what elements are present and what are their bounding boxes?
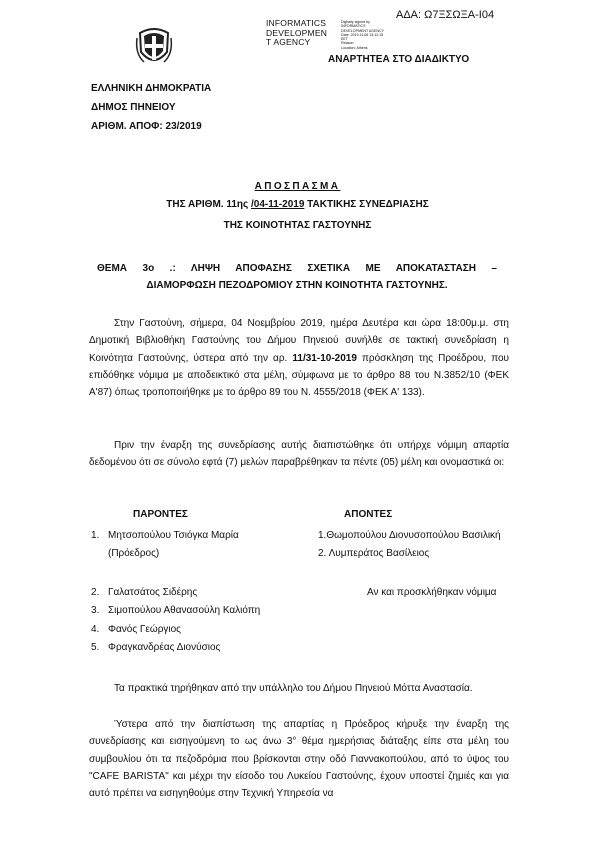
- absent-member: 2. Λυμπεράτος Βασίλειος: [318, 548, 430, 559]
- present-member: (Πρόεδρος): [108, 548, 160, 559]
- ada-code: ΑΔΑ: Ω7ΞΣΩΞΑ-Ι04: [396, 9, 495, 21]
- meeting-date: /04-11-2019: [251, 199, 305, 210]
- paragraph-minutes-keeper: Τα πρακτικά τηρήθηκαν από την υπάλληλο του Δήμου Πηνειού Μόττα Αναστασία.: [114, 683, 473, 694]
- present-member: 2. Γαλατσάτος Σιδέρης: [91, 587, 198, 598]
- absent-member: 1.Θωμοπούλου Διονυσοπούλου Βασιλική: [318, 530, 501, 541]
- absent-note: Αν και προσκλήθηκαν νόμιμα: [367, 587, 497, 598]
- signature-agency-name: INFORMATICS DEVELOPMEN T AGENCY: [266, 18, 328, 47]
- community-line: ΤΗΣ ΚΟΙΝΟΤΗΤΑΣ ΓΑΣΤΟΥΝΗΣ: [223, 220, 372, 231]
- present-member: 4. Φανός Γεώργιος: [91, 624, 181, 635]
- paragraph-quorum: Πριν την έναρξη της συνεδρίασης αυτής διαπιστώθηκε ότι υπήρχε νόμιμη απαρτία δεδομένου ότι σε σύνολο εφτά (7) μελών παραβρέθηκαν τα πέντε (05) μέλη και ονομαστικά οι:: [89, 440, 509, 469]
- municipality-name: ΔΗΜΟΣ ΠΗΝΕΙΟΥ: [91, 102, 176, 113]
- country-name: ΕΛΛΗΝΙΚΗ ΔΗΜΟΚΡΑΤΙΑ: [91, 83, 212, 94]
- decision-number: ΑΡΙΘΜ. ΑΠΟΦ: 23/2019: [91, 121, 202, 132]
- present-member: 3. Σιμοπούλου Αθανασούλη Καλιόπη: [91, 605, 261, 616]
- subject-heading: ΘΕΜΑ 3ο .: ΛΗΨΗ ΑΠΟΦΑΣΗΣ ΣΧΕΤΙΚΑ ΜΕ ΑΠΟΚΑΤΑΣΤΑΣΗ – ΔΙΑΜΟΡΦΩΣΗ ΠΕΖΟΔΡΟΜΙΟΥ ΣΤΗΝ ΚΟΙΝΟΤΗΤΑ ΓΑΣΤΟΥΝΗΣ.: [97, 263, 497, 291]
- greek-coat-of-arms-icon: [134, 24, 174, 70]
- absent-header: ΑΠΟΝΤΕΣ: [344, 509, 393, 520]
- posted-online-label: ΑΝΑΡΤΗΤΕΑ ΣΤΟ ΔΙΑΔΙΚΤΥΟ: [328, 54, 470, 65]
- present-member: 1. Μητσοπούλου Τσιόγκα Μαρία: [91, 530, 239, 541]
- document-title: ΑΠΟΣΠΑΣΜΑ: [254, 181, 341, 192]
- present-header: ΠΑΡΟΝΤΕΣ: [133, 509, 188, 520]
- signature-details: Digitally signed by INFORMATICS DEVELOPMENT AGENCY Date: 2019.11.06 13:12:15 EET Reason: Location: Athens: [341, 20, 385, 50]
- present-member: 5. Φραγκανδρέας Διονύσιος: [91, 642, 221, 653]
- meeting-line: ΤΗΣ ΑΡΙΘΜ. 11ης /04-11-2019 ΤΑΚΤΙΚΗΣ ΣΥΝΕΔΡΙΑΣΗΣ: [166, 199, 429, 210]
- document-header: [91, 79, 211, 136]
- paragraph-meeting-info: Στην Γαστούνη, σήμερα, 04 Νοεμβρίου 2019, ημέρα Δευτέρα και ώρα 18:00μ.μ. στη Δημοτική Βιβλιοθήκη Γαστούνης του Δήμου Πηνειού συνήλθε σε τακτική συνεδρίαση η Κοινότητα Γαστούνης, ύστερα από την αρ. 11/31-10-2019 πρόσκληση της Προέδρου, που επιδόθηκε νόμιμα με αποδεικτικό στα μέλη, σύμφωνα με το άρθρο 88 του Ν.3852/10 (ΦΕΚ Α'87) όπως τροποποιήθηκε με το άρθρο 89 του Ν. 4555/2018 (ΦΕΚ Α' 133).: [89, 318, 509, 399]
- paragraph-proposal: Ύστερα από την διαπίστωση της απαρτίας η Πρόεδρος κήρυξε την έναρξη της συνεδρίασης και εισηγούμενη το ως άνω 3° θέμα ημερήσιας διάταξης είπε στα μέλη του συμβουλίου ότι τα πεζοδρόμια που βρίσκονται στην οδό Γιαννακοπούλου, από το ύψος του "CAFE BARISTA" και μέχρι την είσοδο του Λυκείου Γαστούνης, έχουν υποστεί ζημιές και για αυτό πρέπει να εισηγηθούμε στην Τεχνική Υπηρεσία να: [89, 719, 509, 800]
